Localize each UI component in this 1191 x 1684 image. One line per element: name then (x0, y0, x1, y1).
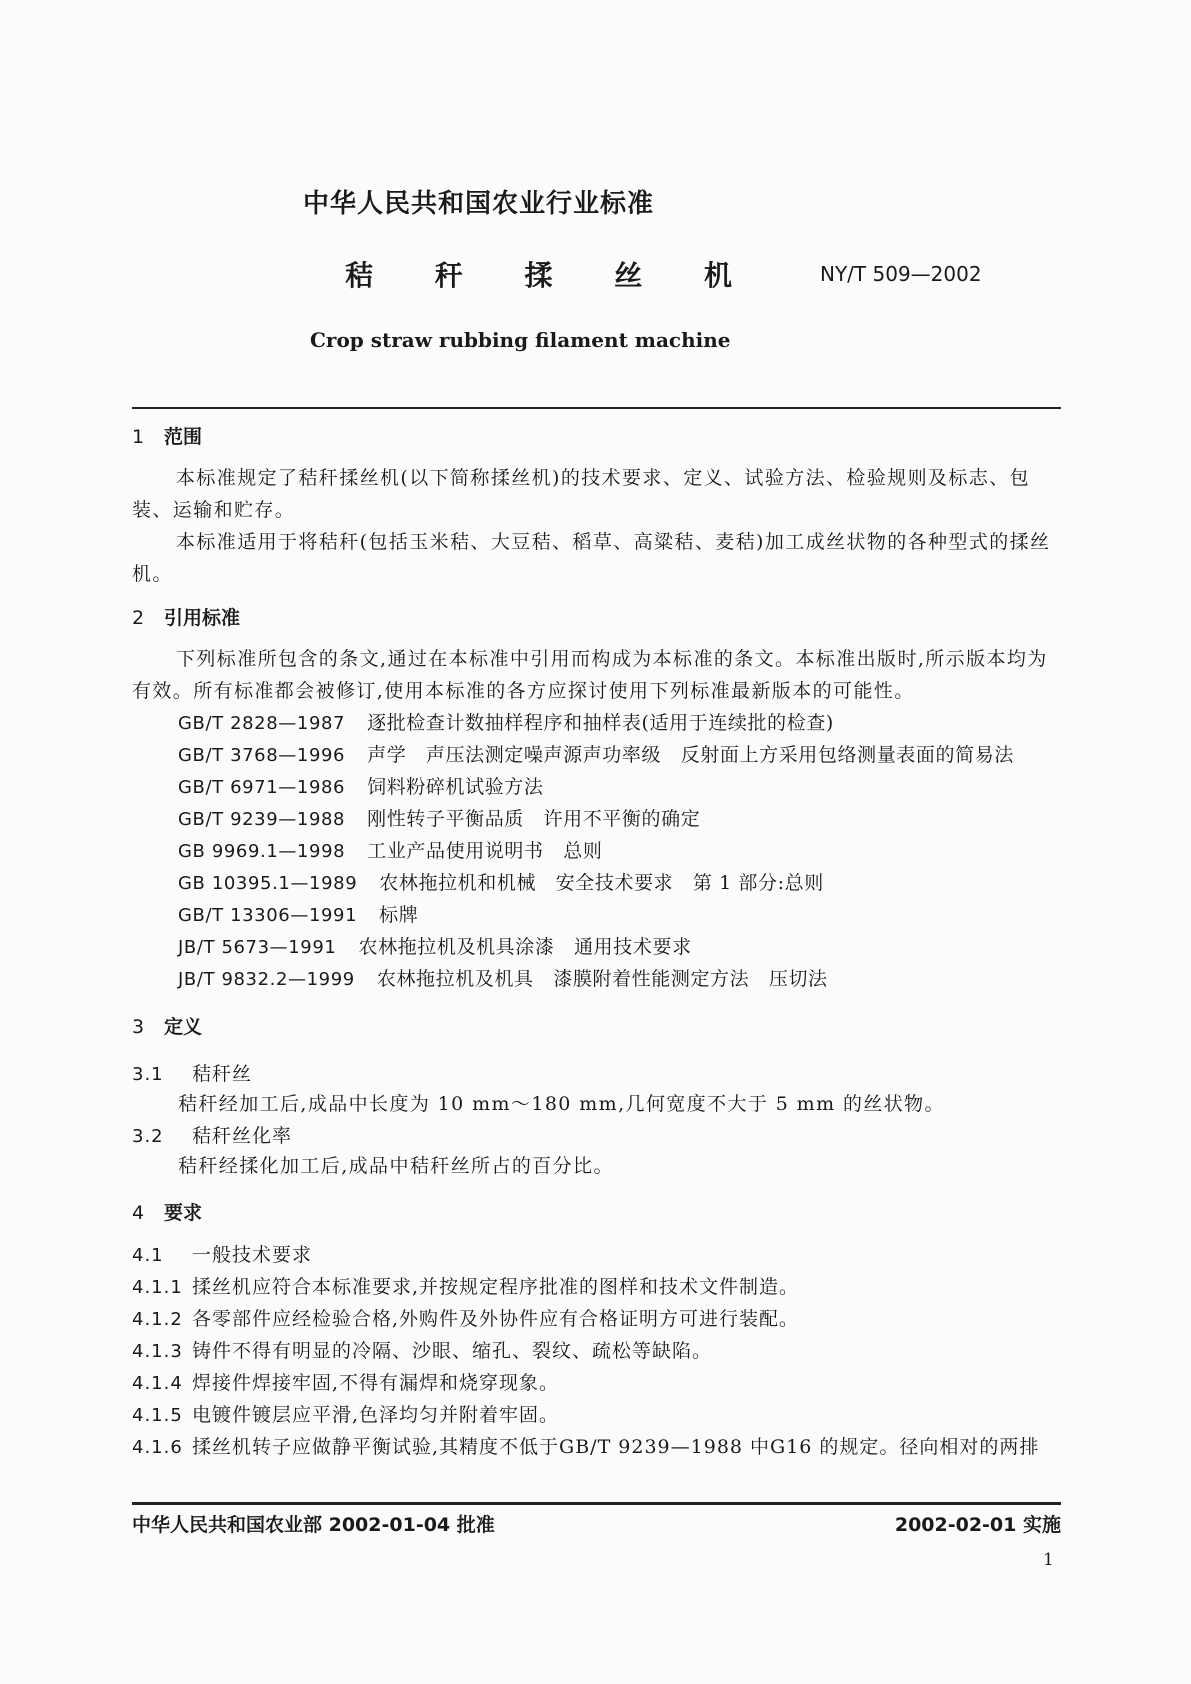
clause-item (132, 1272, 799, 1299)
reference-title: 饲料粉碎机试验方法 (367, 776, 544, 798)
clause-text: 各零部件应经检验合格,外购件及外协件应有合格证明方可进行装配。 (192, 1308, 800, 1330)
reference-item (178, 964, 828, 991)
clause-text: 揉丝机应符合本标准要求,并按规定程序批准的图样和技术文件制造。 (192, 1276, 800, 1298)
effective-date: 2002-02-01 实施 (894, 1514, 1061, 1536)
approval-date: 中华人民共和国农业部 2002-01-04 批准 (132, 1514, 495, 1536)
clause-number: 3.2 (132, 1126, 164, 1147)
clause-number: 4.1.1 (132, 1277, 183, 1298)
section-3-heading (132, 1012, 202, 1039)
definition-3-1-text: 秸秆经加工后,成品中长度为 10 mm～180 mm,几何宽度不大于 5 mm 的丝状物。 (178, 1093, 945, 1115)
clause-number: 4.1.6 (132, 1437, 183, 1458)
section-number: 3 (132, 1016, 145, 1038)
clause-term: 秸秆丝 (192, 1063, 253, 1085)
reference-code: GB/T 9239—1988 (178, 809, 346, 830)
clause-item (132, 1368, 559, 1395)
reference-code: JB/T 5673—1991 (178, 937, 337, 958)
reference-title: 工业产品使用说明书 总则 (367, 840, 603, 862)
section-2-heading (132, 603, 240, 630)
clause-number: 4.1 (132, 1245, 164, 1266)
clause-term: 秸秆丝化率 (192, 1125, 293, 1147)
clause-number: 4.1.3 (132, 1341, 183, 1362)
section-title: 要求 (164, 1202, 203, 1224)
standard-number: NY/T 509—2002 (820, 262, 982, 286)
reference-title: 声学 声压法测定噪声源声功率级 反射面上方采用包络测量表面的简易法 (367, 744, 1014, 766)
definition-3-1-term (132, 1059, 252, 1086)
english-title: Crop straw rubbing filament machine (310, 328, 731, 352)
reference-code: GB/T 2828—1987 (178, 713, 346, 734)
definition-3-2-text: 秸秆经揉化加工后,成品中秸秆丝所占的百分比。 (178, 1155, 614, 1177)
footer-divider (132, 1502, 1061, 1505)
header-divider (132, 407, 1061, 409)
section-4-heading (132, 1198, 202, 1225)
reference-item (178, 868, 824, 895)
reference-item (178, 708, 834, 735)
section-1-heading (132, 422, 202, 449)
reference-title: 标牌 (379, 904, 419, 926)
page-number: 1 (1043, 1550, 1054, 1570)
reference-code: GB/T 13306—1991 (178, 905, 358, 926)
section-number: 2 (132, 607, 145, 629)
reference-title: 农林拖拉机及机具 漆膜附着性能测定方法 压切法 (376, 968, 828, 990)
clause-item (132, 1336, 712, 1363)
clause-text: 铸件不得有明显的冷隔、沙眼、缩孔、裂纹、疏松等缺陷。 (192, 1340, 713, 1362)
reference-code: GB 9969.1—1998 (178, 841, 346, 862)
issuer-heading: 中华人民共和国农业行业标准 (303, 189, 655, 219)
reference-item (178, 900, 418, 927)
section-1-paragraph-2: 本标准适用于将秸秆(包括玉米秸、大豆秸、稻草、高粱秸、麦秸)加工成丝状物的各种型式的揉丝机。 (132, 531, 1051, 585)
clause-item (132, 1400, 559, 1427)
reference-code: GB 10395.1—1989 (178, 873, 358, 894)
clause-text: 揉丝机转子应做静平衡试验,其精度不低于GB/T 9239—1988 中G16 的规定。径向相对的两排 (192, 1436, 1040, 1458)
definition-3-2-term (132, 1121, 292, 1148)
clause-number: 4.1.4 (132, 1373, 183, 1394)
reference-title: 农林拖拉机及机具涂漆 通用技术要求 (358, 936, 692, 958)
section-title: 定义 (164, 1016, 203, 1038)
clause-number: 3.1 (132, 1064, 164, 1085)
clause-number: 4.1.5 (132, 1405, 183, 1426)
clause-item (132, 1304, 799, 1331)
clause-text: 一般技术要求 (192, 1244, 313, 1266)
reference-code: GB/T 6971—1986 (178, 777, 346, 798)
clause-text: 焊接件焊接牢固,不得有漏焊和烧穿现象。 (192, 1372, 560, 1394)
reference-item (178, 932, 692, 959)
section-number: 4 (132, 1202, 145, 1224)
section-title: 范围 (164, 426, 203, 448)
section-number: 1 (132, 426, 145, 448)
reference-title: 刚性转子平衡品质 许用不平衡的确定 (367, 808, 701, 830)
clause-number: 4.1.2 (132, 1309, 183, 1330)
reference-item (178, 740, 1014, 767)
reference-title: 逐批检查计数抽样程序和抽样表(适用于连续批的检查) (367, 712, 834, 734)
reference-item (178, 836, 602, 863)
reference-item (178, 772, 544, 799)
reference-code: JB/T 9832.2—1999 (178, 969, 355, 990)
reference-code: GB/T 3768—1996 (178, 745, 346, 766)
section-title: 引用标准 (164, 607, 241, 629)
clause-item (132, 1432, 1039, 1459)
document-title: 秸 秆 揉 丝 机 (345, 259, 758, 292)
clause-text: 电镀件镀层应平滑,色泽均匀并附着牢固。 (192, 1404, 560, 1426)
clause-item (132, 1240, 312, 1267)
section-2-paragraph: 下列标准所包含的条文,通过在本标准中引用而构成为本标准的条文。本标准出版时,所示版本均为有效。所有标准都会被修订,使用本标准的各方应探讨使用下列标准最新版本的可能性。 (132, 648, 1048, 702)
section-1-paragraph-1: 本标准规定了秸秆揉丝机(以下简称揉丝机)的技术要求、定义、试验方法、检验规则及标志、包装、运输和贮存。 (132, 467, 1031, 521)
reference-title: 农林拖拉机和机械 安全技术要求 第 1 部分:总则 (379, 872, 824, 894)
reference-item (178, 804, 700, 831)
